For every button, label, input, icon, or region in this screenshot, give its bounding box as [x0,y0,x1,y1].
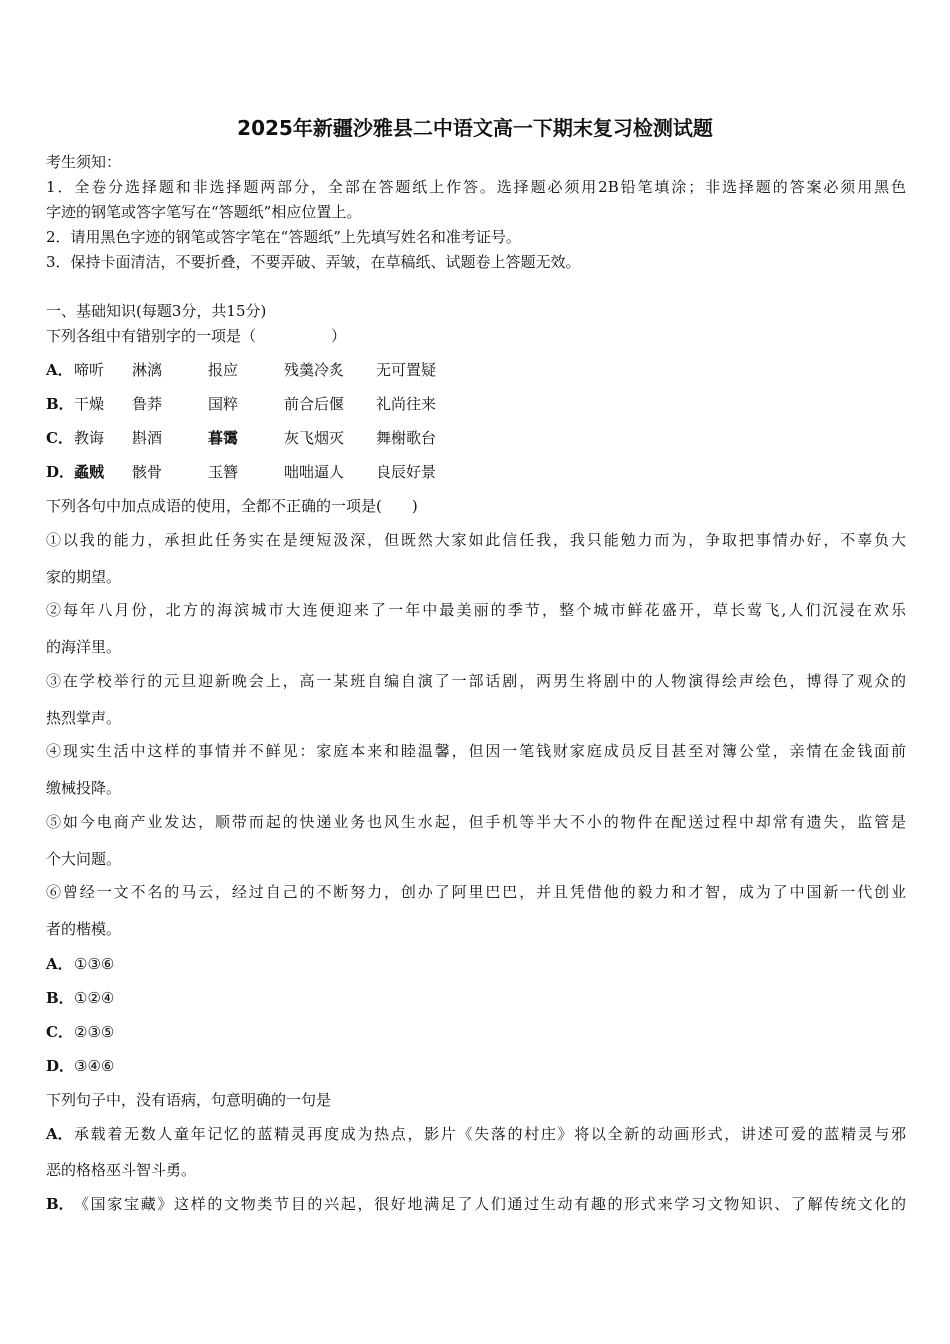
option-text: 《国家宝藏》这样的文物类节目的兴起，很好地满足了人们通过生动有趣的形式来学习文物知识、了解传统文化的 [74,1195,906,1213]
option-word: 骸骨 [132,463,163,481]
option-label: A． [46,1125,73,1143]
option-word: 灰飞烟灭 [284,429,345,447]
option-word: 礼尚往来 [376,395,437,413]
notice-heading: 考生须知： [46,153,122,171]
option-word: 玉簪 [208,463,239,481]
q2-stem: 下列各句中加点成语的使用，全都不正确的一项是( ) [46,497,418,515]
option-label: D． [46,463,75,481]
option-label: B． [46,1195,74,1213]
option-word: 淋漓 [132,361,163,379]
option-word: 国粹 [208,395,239,413]
q1-option-d [46,462,466,482]
q2-sentence-2: ②每年八月份，北方的海滨城市大连便迎来了一年中最美丽的季节，整个城市鲜花盛开，草长莺飞,人们沉浸在欢乐 [46,601,906,619]
q1-option-c [46,428,466,448]
option-word: 前合后偃 [284,395,345,413]
option-word: 教诲 [74,429,105,447]
option-label: C． [46,429,73,447]
q3-option-a-cont: 恶的格格巫斗智斗勇。 [46,1161,197,1179]
option-label: A． [46,361,73,379]
q1-option-b [46,394,466,414]
q3-option-a [46,1124,906,1144]
option-text: ②③⑤ [74,1023,115,1041]
q2-option-d [46,1056,114,1076]
q2-sentence-1: ①以我的能力，承担此任务实在是绠短汲深，但既然大家如此信任我，我只能勉力而为，争取把事情办好，不辜负大 [46,531,906,549]
page-title: 2025年新疆沙雅县二中语文高一下期末复习检测试题 [237,116,713,140]
q2-sentence-4: ④现实生活中这样的事情并不鲜见：家庭本来和睦温馨，但因一笔钱财家庭成员反目甚至对簿公堂，亲情在金钱面前 [46,742,906,760]
option-label: D． [46,1057,75,1075]
q1-stem: 下列各组中有错别字的一项是（ ） [46,327,347,345]
q3-stem: 下列句子中，没有语病，句意明确的一句是 [46,1091,332,1109]
option-word: 残羹冷炙 [284,361,345,379]
q2-sentence-3: ③在学校举行的元旦迎新晚会上，高一某班自编自演了一部话剧，两男生将剧中的人物演得绘声绘色，博得了观众的 [46,672,906,690]
q2-sentence-1-cont: 家的期望。 [46,568,122,586]
option-label: A． [46,955,73,973]
q3-option-b [46,1194,906,1214]
q2-sentence-5-cont: 个大问题。 [46,850,122,868]
notice-item-1-cont: 字迹的钢笔或答字笔写在“答题纸”相应位置上。 [46,203,362,221]
option-word: 啼听 [74,361,105,379]
q2-sentence-2-cont: 的海洋里。 [46,638,122,656]
option-word: 报应 [208,361,239,379]
option-word: 无可置疑 [376,361,437,379]
q2-sentence-6-cont: 者的楷模。 [46,920,122,938]
option-label: B． [46,395,74,413]
q2-sentence-5: ⑤如今电商产业发达，顺带而起的快递业务也风生水起，但手机等半大不小的物件在配送过程中却常有遗失，监管是 [46,813,906,831]
option-text: ①③⑥ [74,955,115,973]
option-label: C． [46,1023,73,1041]
q2-sentence-3-cont: 热烈掌声。 [46,709,122,727]
option-word: 咄咄逼人 [284,463,345,481]
option-word: 斟酒 [132,429,163,447]
option-word: 鲁莽 [132,395,163,413]
option-word: 良辰好景 [376,463,437,481]
option-text: ③④⑥ [74,1057,115,1075]
q2-sentence-4-cont: 缴械投降。 [46,779,122,797]
q1-option-a [46,360,466,380]
option-word: 蟊贼 [74,463,105,481]
option-word: 暮霭 [208,429,239,447]
q2-option-a [46,954,114,974]
option-label: B． [46,989,74,1007]
option-text: ①②④ [74,989,115,1007]
q2-option-c [46,1022,114,1042]
option-word: 干燥 [74,395,105,413]
q2-option-b [46,988,114,1008]
option-word: 舞榭歌台 [376,429,437,447]
option-text: 承载着无数人童年记忆的蓝精灵再度成为热点，影片《失落的村庄》将以全新的动画形式，讲述可爱的蓝精灵与邪 [74,1125,906,1143]
notice-item-2: 2．请用黑色字迹的钢笔或答字笔在“答题纸”上先填写姓名和准考证号。 [46,228,521,246]
notice-item-1: 1．全卷分选择题和非选择题两部分，全部在答题纸上作答。选择题必须用2B铅笔填涂；非选择题的答案必须用黑色 [46,178,906,196]
q2-sentence-6: ⑥曾经一文不名的马云，经过自己的不断努力，创办了阿里巴巴，并且凭借他的毅力和才智，成为了中国新一代创业 [46,883,906,901]
section-heading: 一、基础知识(每题3分，共15分) [46,302,267,320]
notice-item-3: 3．保持卡面清洁，不要折叠，不要弄破、弄皱，在草稿纸、试题卷上答题无效。 [46,253,581,271]
